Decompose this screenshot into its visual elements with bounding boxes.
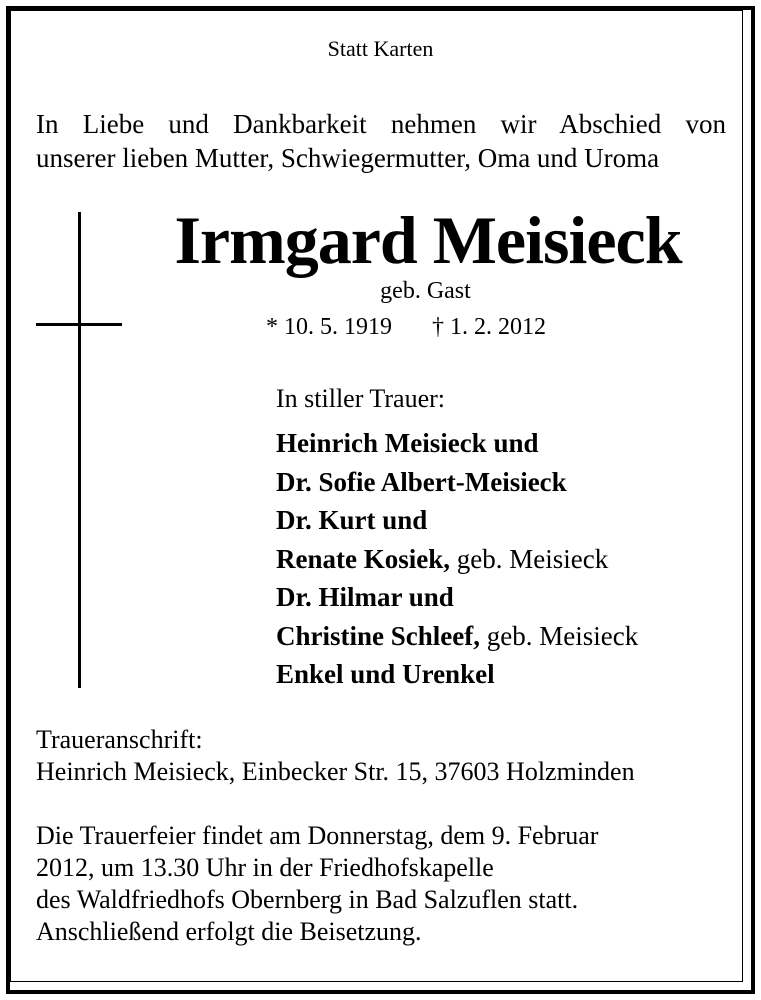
funeral-line: Die Trauerfeier findet am Donnerstag, dem 9. Februar <box>36 821 599 850</box>
funeral-info <box>36 820 598 948</box>
mourner-suffix: geb. Meisieck <box>479 620 639 651</box>
intro-line-2: unserer lieben Mutter, Schwiegermutter, Oma und Uroma <box>36 143 660 173</box>
header-text: Statt Karten <box>327 36 434 61</box>
funeral-line: Anschließend erfolgt die Beisetzung. <box>36 917 422 946</box>
mourner-name: Heinrich Meisieck und <box>276 428 539 458</box>
mourner-name: Dr. Sofie Albert-Meisieck <box>276 466 567 497</box>
birth-date: * 10. 5. 1919 <box>266 314 392 340</box>
intro-text <box>36 107 726 175</box>
mourner-name: Christine Schleef, <box>276 620 480 651</box>
mourner-name: Enkel und Urenkel <box>276 659 495 689</box>
mourner-line <box>276 501 638 540</box>
mourners-list <box>276 424 638 694</box>
mourner-line <box>276 655 638 694</box>
funeral-line: 2012, um 13.30 Uhr in der Friedhofskapelle <box>36 853 494 882</box>
mourner-line <box>276 424 638 463</box>
mourner-line <box>276 463 638 502</box>
birth-name: geb. Gast <box>380 278 471 304</box>
mourner-name: Dr. Hilmar und <box>276 582 454 612</box>
mourner-line <box>276 578 638 617</box>
deceased-name: Irmgard Meisieck <box>174 202 682 278</box>
mourner-name: Renate Kosiek, <box>276 543 450 574</box>
address-value: Heinrich Meisieck, Einbecker Str. 15, 37603 Holzminden <box>36 757 635 786</box>
address-label: Traueranschrift: <box>36 725 203 754</box>
cross-icon-horizontal <box>36 323 122 326</box>
mourner-name: Dr. Kurt und <box>276 505 428 535</box>
death-date: † 1. 2. 2012 <box>432 314 546 340</box>
intro-line-1: In Liebe und Dankbarkeit nehmen wir Abschied von <box>36 109 726 139</box>
mourner-line <box>276 617 638 656</box>
mourner-suffix: geb. Meisieck <box>449 543 609 574</box>
life-dates <box>266 314 546 341</box>
address-block <box>36 724 635 788</box>
funeral-line: des Waldfriedhofs Obernberg in Bad Salzuflen statt. <box>36 885 579 914</box>
mourner-line <box>276 540 638 579</box>
mourners-heading: In stiller Trauer: <box>276 384 445 413</box>
